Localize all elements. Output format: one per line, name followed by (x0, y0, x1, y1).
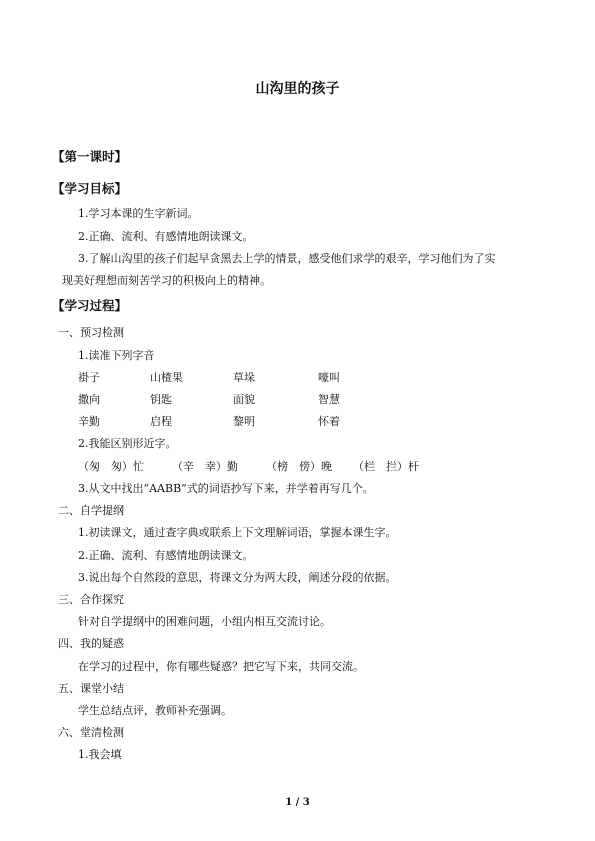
pinyin-word: 草垛 (233, 371, 255, 384)
section-title: 三、合作探究 (58, 593, 124, 606)
section-text: 1.我会填 (78, 748, 122, 761)
pinyin-word: 嚎叫 (318, 371, 340, 384)
outline-item: 3.说出每个自然段的意思，将课文分为两大段，阐述分段的依据。 (78, 571, 397, 584)
pinyin-word: 面貌 (233, 393, 255, 406)
section-title: 六、堂清检测 (58, 726, 124, 739)
pinyin-word: 山楂果 (150, 371, 183, 384)
goal-item-continued: 现美好理想而刻苦学习的积极向上的精神。 (62, 274, 271, 287)
goal-item: 2.正确、流利、有感情地朗读课文。 (78, 230, 254, 243)
similar-char-pair: （栏 拦）杆 (353, 460, 419, 473)
section-title: 五、课堂小结 (58, 682, 124, 695)
section-text: 学生总结点评，教师补充强调。 (78, 704, 232, 717)
process-heading: 【学习过程】 (52, 298, 128, 313)
similar-char-pair: （榜 傍）晚 (266, 460, 332, 473)
pinyin-word: 辛勤 (78, 415, 100, 428)
lesson-heading: 【第一课时】 (52, 149, 128, 164)
question: 2.我能区别形近字。 (78, 437, 177, 450)
similar-char-pair: （匆 匆）忙 (78, 460, 144, 473)
section-title: 四、我的疑惑 (58, 637, 124, 650)
pinyin-word: 智慧 (318, 393, 340, 406)
pinyin-word: 黎明 (233, 415, 255, 428)
similar-char-pair: （辛 幸）勤 (172, 460, 238, 473)
pinyin-word: 启程 (150, 415, 172, 428)
section-text: 针对自学提纲中的困难问题，小组内相互交流讨论。 (78, 615, 331, 628)
pinyin-word: 怀着 (318, 415, 340, 428)
goals-heading: 【学习目标】 (52, 181, 128, 196)
outline-item: 2.正确、流利、有感情地朗读课文。 (78, 549, 254, 562)
document-title: 山沟里的孩子 (255, 81, 340, 97)
goal-item: 3.了解山沟里的孩子们起早贪黑去上学的情景，感受他们求学的艰辛，学习他们为了实 (78, 252, 496, 265)
section-title: 一、预习检测 (58, 326, 124, 339)
page-number: 1 / 3 (285, 797, 310, 808)
pinyin-word: 褂子 (78, 371, 100, 384)
pinyin-word: 钥匙 (150, 393, 172, 406)
pinyin-word: 撒向 (78, 393, 100, 406)
question: 1.读准下列字音 (78, 349, 155, 362)
section-text: 在学习的过程中，你有哪些疑惑？把它写下来，共同交流。 (78, 660, 364, 673)
outline-item: 1.初读课文，通过查字典或联系上下文理解词语，掌握本课生字。 (78, 526, 397, 539)
question: 3.从文中找出“AABB”式的词语抄写下来，并学着再写几个。 (78, 482, 374, 495)
goal-item: 1.学习本课的生字新词。 (78, 207, 199, 220)
section-title: 二、自学提纲 (58, 504, 124, 517)
